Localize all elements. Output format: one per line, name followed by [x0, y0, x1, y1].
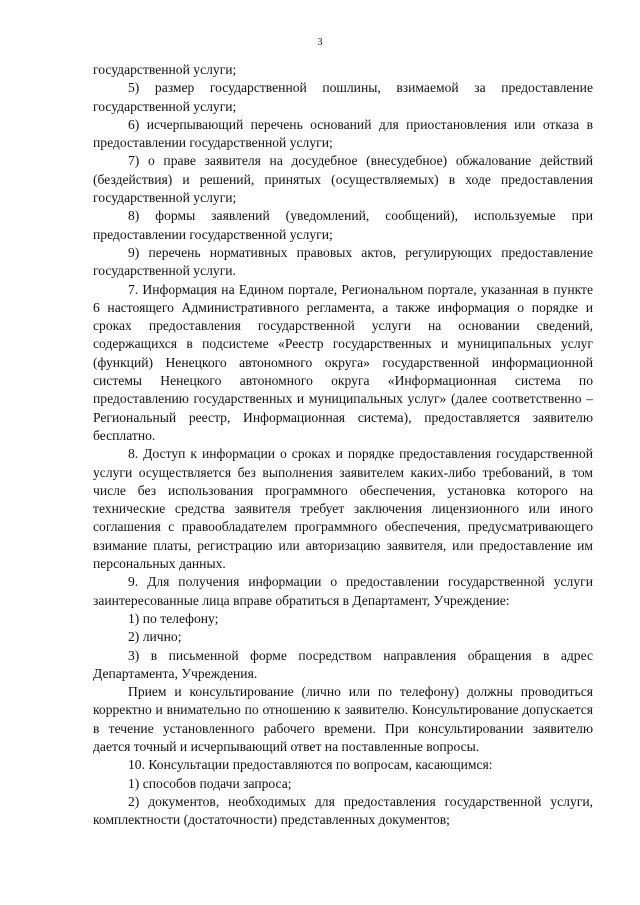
paragraph-continuation: государственной услуги;	[93, 62, 237, 77]
topic-2-required-documents: 2) документов, необходимых для предоставления государственной услуги, комплектности (достаточности) представленных документов;	[93, 793, 593, 828]
contact-method-phone: 1) по телефону;	[128, 610, 219, 626]
consultation-rules: Прием и консультирование (лично или по телефону) должны проводиться корректно и внимательно по отношению к заявителю. Консультирование допускается в течение установленного рабочего времени. При консультировании заявителю дается точный и исчерпывающий ответ на поставленные вопросы.	[93, 684, 593, 754]
list-item-7-appeal-right: 7) о праве заявителя на досудебное (внесудебное) обжалование действий (бездействия) и решений, принятых (осуществляемых) в ходе предоставления государственной услуги;	[93, 153, 593, 206]
contact-method-in-person: 2) лично;	[128, 629, 182, 645]
list-item-5-state-duty: 5) размер государственной пошлины, взимаемой за предоставление государственной услуги;	[93, 80, 593, 114]
topic-1-submission-methods: 1) способов подачи запроса;	[128, 775, 292, 791]
clause-7-portal-information: 7. Информация на Едином портале, Региональном портале, указанная в пункте 6 настоящего Административного регламента, а также информация о порядке и сроках предоставления государственной услуги на основании сведений, содержащихся в подсистеме «Реестр государственных и муниципальных услуг (функций) Ненецкого автономного округа» государственной информационной системы Ненецкого автономного округа «Информационная система по предоставлению государственных и муниципальных услуг» (далее соответственно – Региональный реестр, Информационная система), предоставляется заявителю бесплатно.	[93, 281, 593, 443]
list-item-8-application-forms: 8) формы заявлений (уведомлений, сообщений), используемые при предоставлении государственной услуги;	[93, 208, 593, 242]
clause-10-consultation-topics: 10. Консультации предоставляются по вопросам, касающимся:	[128, 757, 493, 773]
page-number: 3	[317, 37, 323, 48]
document-body	[93, 61, 593, 829]
clause-8-information-access: 8. Доступ к информации о сроках и порядке предоставления государственной услуги осуществляется без выполнения заявителем каких-либо требований, в том числе без использования программного обеспечения, установка которого на технические средства заявителя требует заключения лицензионного или иного соглашения с правообладателем программного обеспечения, предусматривающего взимание платы, регистрацию или авторизацию заявителя, или предоставление им персональных данных.	[93, 446, 593, 572]
list-item-9-legal-acts: 9) перечень нормативных правовых актов, регулирующих предоставление государственной услуги.	[93, 244, 593, 279]
list-item-6-refusal-grounds: 6) исчерпывающий перечень оснований для приостановления или отказа в предоставлении государственной услуги;	[93, 116, 593, 151]
clause-9-information-request: 9. Для получения информации о предоставлении государственной услуги заинтересованные лица вправе обратиться в Департамент, Учреждение:	[93, 574, 593, 608]
contact-method-written: 3) в письменной форме посредством направления обращения в адрес Департамента, Учреждения.	[93, 647, 593, 681]
